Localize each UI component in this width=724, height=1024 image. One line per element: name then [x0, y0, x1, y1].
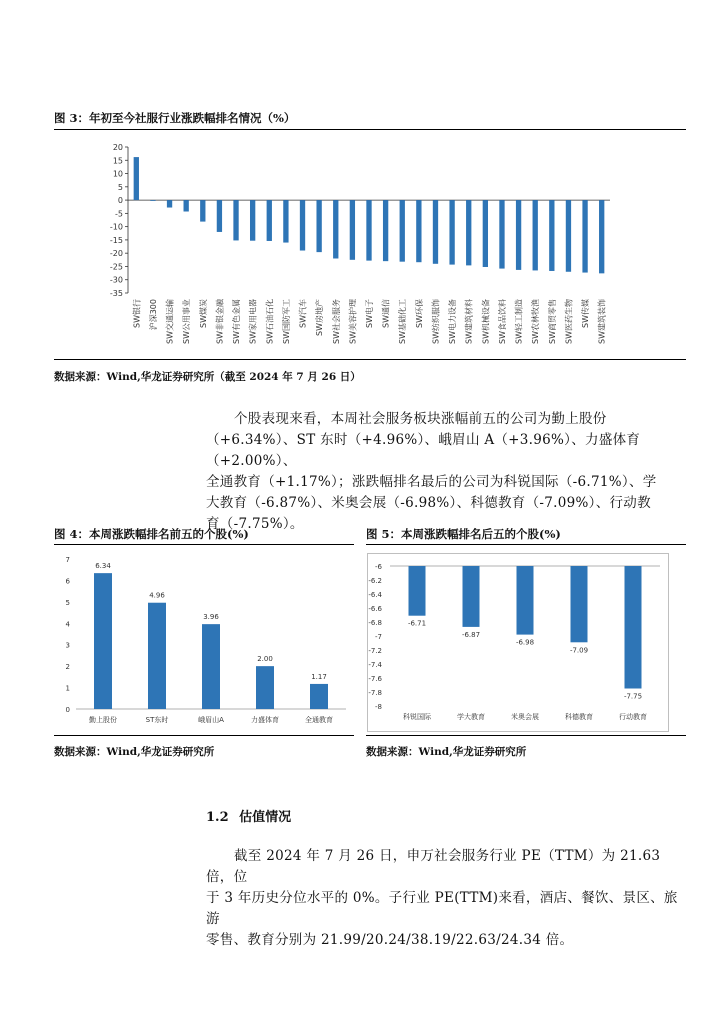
- y-tick-label: 5: [65, 598, 70, 607]
- bar: [416, 200, 421, 262]
- bar: [94, 573, 112, 709]
- figure3-source: 数据来源：Wind,华龙证券研究所（截至 2024 年 7 月 26 日）: [54, 371, 361, 383]
- x-tick-label: SW家用电器: [248, 299, 258, 344]
- data-label: -6.71: [407, 619, 427, 628]
- data-label: 1.17: [311, 672, 327, 681]
- y-tick-label: 2: [65, 663, 70, 672]
- x-tick-label: SW基础化工: [398, 299, 408, 344]
- x-tick-label: SW环保: [414, 299, 424, 328]
- y-tick-label: -7.6: [368, 675, 382, 683]
- data-label: 2.00: [257, 655, 273, 664]
- bar: [333, 200, 338, 258]
- y-tick-label: 5: [117, 182, 123, 192]
- y-tick-label: -20: [109, 249, 123, 259]
- bar: [499, 200, 504, 268]
- x-tick-label: 力盛体育: [251, 716, 279, 724]
- data-label: -6.98: [515, 638, 535, 647]
- bar: [449, 200, 454, 265]
- bar: [350, 200, 355, 260]
- x-tick-label: SW石油石化: [265, 299, 275, 344]
- x-tick-label: 勤上股份: [89, 716, 117, 724]
- figure5-chart: [367, 553, 669, 732]
- section-number: 1.2: [206, 810, 229, 825]
- bar: [516, 200, 521, 270]
- figure5-top-rule: [366, 544, 686, 545]
- bar: [483, 200, 488, 267]
- x-tick-label: SW建筑装饰: [597, 299, 607, 344]
- bar: [167, 200, 172, 207]
- y-tick-label: -10: [109, 222, 123, 232]
- bar: [300, 200, 305, 250]
- figure4-top-rule: [54, 544, 354, 545]
- x-tick-label: SW国防军工: [281, 299, 291, 344]
- bar: [466, 200, 471, 265]
- bar: [250, 200, 255, 241]
- bar: [366, 200, 371, 261]
- bar: [202, 624, 220, 709]
- figure3-chart: [54, 133, 686, 357]
- figure4-chart: [54, 549, 354, 732]
- intro-paragraph: [206, 409, 686, 535]
- figure3-caption: 图 3：年初至今社服行业涨跌幅排名情况（%）: [54, 111, 296, 125]
- y-tick-label: -35: [109, 289, 123, 298]
- y-tick-label: -7.8: [368, 689, 382, 697]
- y-tick-label: -6.8: [368, 619, 382, 627]
- bar: [184, 200, 189, 211]
- y-tick-label: -7: [375, 633, 382, 641]
- figure5-bottom-rule: [366, 735, 686, 736]
- intro-line-2: （+6.34%）、ST 东时（+4.96%）、峨眉山 A（+3.96%）、力盛体育（+2.00%）、: [206, 432, 641, 469]
- y-tick-label: 1: [65, 684, 70, 693]
- x-tick-label: SW通信: [381, 299, 391, 328]
- bar: [316, 200, 321, 252]
- bar: [267, 200, 272, 241]
- x-tick-label: 峨眉山A: [198, 716, 224, 724]
- x-tick-label: SW商贸零售: [547, 299, 557, 344]
- y-tick-label: -25: [109, 262, 123, 272]
- bar: [383, 200, 388, 261]
- y-tick-label: 10: [112, 169, 123, 179]
- figure3-top-rule: [54, 129, 686, 130]
- y-tick-label: -7.4: [368, 661, 382, 669]
- x-tick-label: SW轻工制造: [514, 298, 524, 344]
- bar: [571, 566, 588, 642]
- x-tick-label: SW机械设备: [481, 299, 491, 344]
- y-tick-label: -5: [115, 209, 123, 219]
- x-tick-label: SW美容护理: [348, 299, 358, 344]
- data-label: -6.87: [461, 630, 481, 639]
- x-tick-label: 行动教育: [619, 713, 647, 721]
- valuation-line-2: 于 3 年历史分位水平的 0%。子行业 PE(TTM)来看，酒店、餐饮、景区、旅游: [206, 890, 678, 927]
- x-tick-label: 全通教育: [305, 716, 333, 724]
- bar: [533, 200, 538, 270]
- x-tick-label: ST东时: [145, 716, 169, 724]
- x-tick-label: 科锐国际: [403, 713, 431, 721]
- intro-line-1: 个股表现来看，本周社会服务板块涨幅前五的公司为勤上股份: [234, 411, 607, 427]
- x-tick-label: SW银行: [132, 299, 142, 328]
- y-tick-label: 0: [65, 706, 70, 714]
- x-tick-label: SW公用事业: [182, 299, 192, 344]
- x-tick-label: SW电力设备: [448, 299, 458, 344]
- figure4-bottom-rule: [54, 735, 354, 736]
- y-tick-label: 7: [65, 556, 70, 564]
- y-tick-label: 6: [65, 577, 70, 586]
- intro-line-5: 育（-7.75%）。: [206, 516, 304, 532]
- bar: [256, 666, 274, 709]
- bar: [599, 200, 604, 273]
- y-tick-label: -30: [109, 275, 123, 285]
- bar: [625, 566, 642, 689]
- y-tick-label: -6.4: [368, 591, 382, 599]
- figure4-caption: 图 4：本周涨跌幅排名前五的个股(%): [54, 527, 249, 541]
- bar: [463, 566, 480, 627]
- figure4-source: 数据来源：Wind,华龙证券研究所: [54, 746, 215, 758]
- y-tick-label: 3: [65, 641, 70, 650]
- x-tick-label: SW汽车: [298, 299, 308, 328]
- x-tick-label: SW建筑材料: [464, 299, 474, 344]
- bar: [233, 200, 238, 240]
- y-tick-label: 20: [112, 143, 123, 152]
- bar: [134, 157, 139, 200]
- data-label: 4.96: [149, 591, 165, 600]
- data-label: -7.09: [569, 646, 589, 655]
- y-tick-label: -7.2: [368, 647, 382, 655]
- y-tick-label: -6.6: [368, 605, 382, 613]
- section-heading: [206, 806, 291, 825]
- x-tick-label: SW医药生物: [564, 299, 574, 344]
- figure5-source: 数据来源：Wind,华龙证券研究所: [366, 746, 527, 758]
- y-tick-label: -8: [375, 703, 382, 711]
- x-tick-label: SW社会服务: [331, 299, 341, 344]
- bar: [310, 684, 328, 709]
- bar: [283, 200, 288, 242]
- y-tick-label: -6.2: [368, 577, 382, 585]
- x-tick-label: SW电子: [365, 299, 374, 328]
- bar: [582, 200, 587, 272]
- data-label: 6.34: [95, 562, 111, 571]
- intro-line-3: 全通教育（+1.17%）；涨跌幅排名最后的公司为科锐国际（-6.71%）、学: [206, 474, 657, 490]
- section-title: 估值情况: [239, 810, 292, 825]
- x-tick-label: SW非银金融: [215, 299, 225, 344]
- x-tick-label: 米奥会展: [511, 713, 539, 721]
- x-tick-label: SW农林牧渔: [531, 299, 541, 344]
- x-tick-label: SW煤炭: [198, 299, 208, 328]
- x-tick-label: 沪深300: [148, 299, 158, 331]
- bar: [409, 566, 426, 616]
- x-tick-label: SW房地产: [315, 299, 325, 336]
- x-tick-label: 学大教育: [457, 713, 485, 721]
- data-label: 3.96: [203, 613, 219, 622]
- y-tick-label: -15: [109, 235, 123, 245]
- y-tick-label: 4: [65, 620, 70, 629]
- valuation-line-3: 零售、教育分别为 21.99/20.24/38.19/22.63/24.34 倍。: [206, 932, 574, 948]
- bar: [566, 200, 571, 272]
- bar: [148, 603, 166, 709]
- y-tick-label: -6: [375, 563, 382, 571]
- bar: [200, 200, 205, 222]
- figure3-bottom-rule: [54, 359, 686, 360]
- y-tick-label: 15: [112, 156, 123, 166]
- bar: [517, 566, 534, 635]
- bar: [549, 200, 554, 271]
- valuation-line-1: 截至 2024 年 7 月 26 日，申万社会服务行业 PE（TTM）为 21.63 倍，位: [206, 848, 661, 885]
- bar: [400, 200, 405, 262]
- intro-line-4: 大教育（-6.87%）、米奥会展（-6.98%）、科德教育（-7.09%）、行动教: [206, 495, 651, 511]
- data-label: -7.75: [623, 692, 643, 701]
- x-tick-label: SW纺织服饰: [431, 299, 441, 344]
- y-tick-label: 0: [117, 196, 123, 206]
- bar: [150, 200, 155, 201]
- valuation-paragraph: [206, 846, 686, 951]
- x-tick-label: 科德教育: [565, 713, 593, 721]
- x-tick-label: SW交通运输: [165, 299, 175, 344]
- x-tick-label: SW食品饮料: [497, 299, 507, 344]
- bar: [433, 200, 438, 264]
- figure5-caption: 图 5：本周涨跌幅排名后五的个股(%): [366, 527, 561, 541]
- x-tick-label: SW有色金属: [232, 299, 242, 344]
- x-tick-label: SW传媒: [581, 299, 591, 328]
- bar: [217, 200, 222, 232]
